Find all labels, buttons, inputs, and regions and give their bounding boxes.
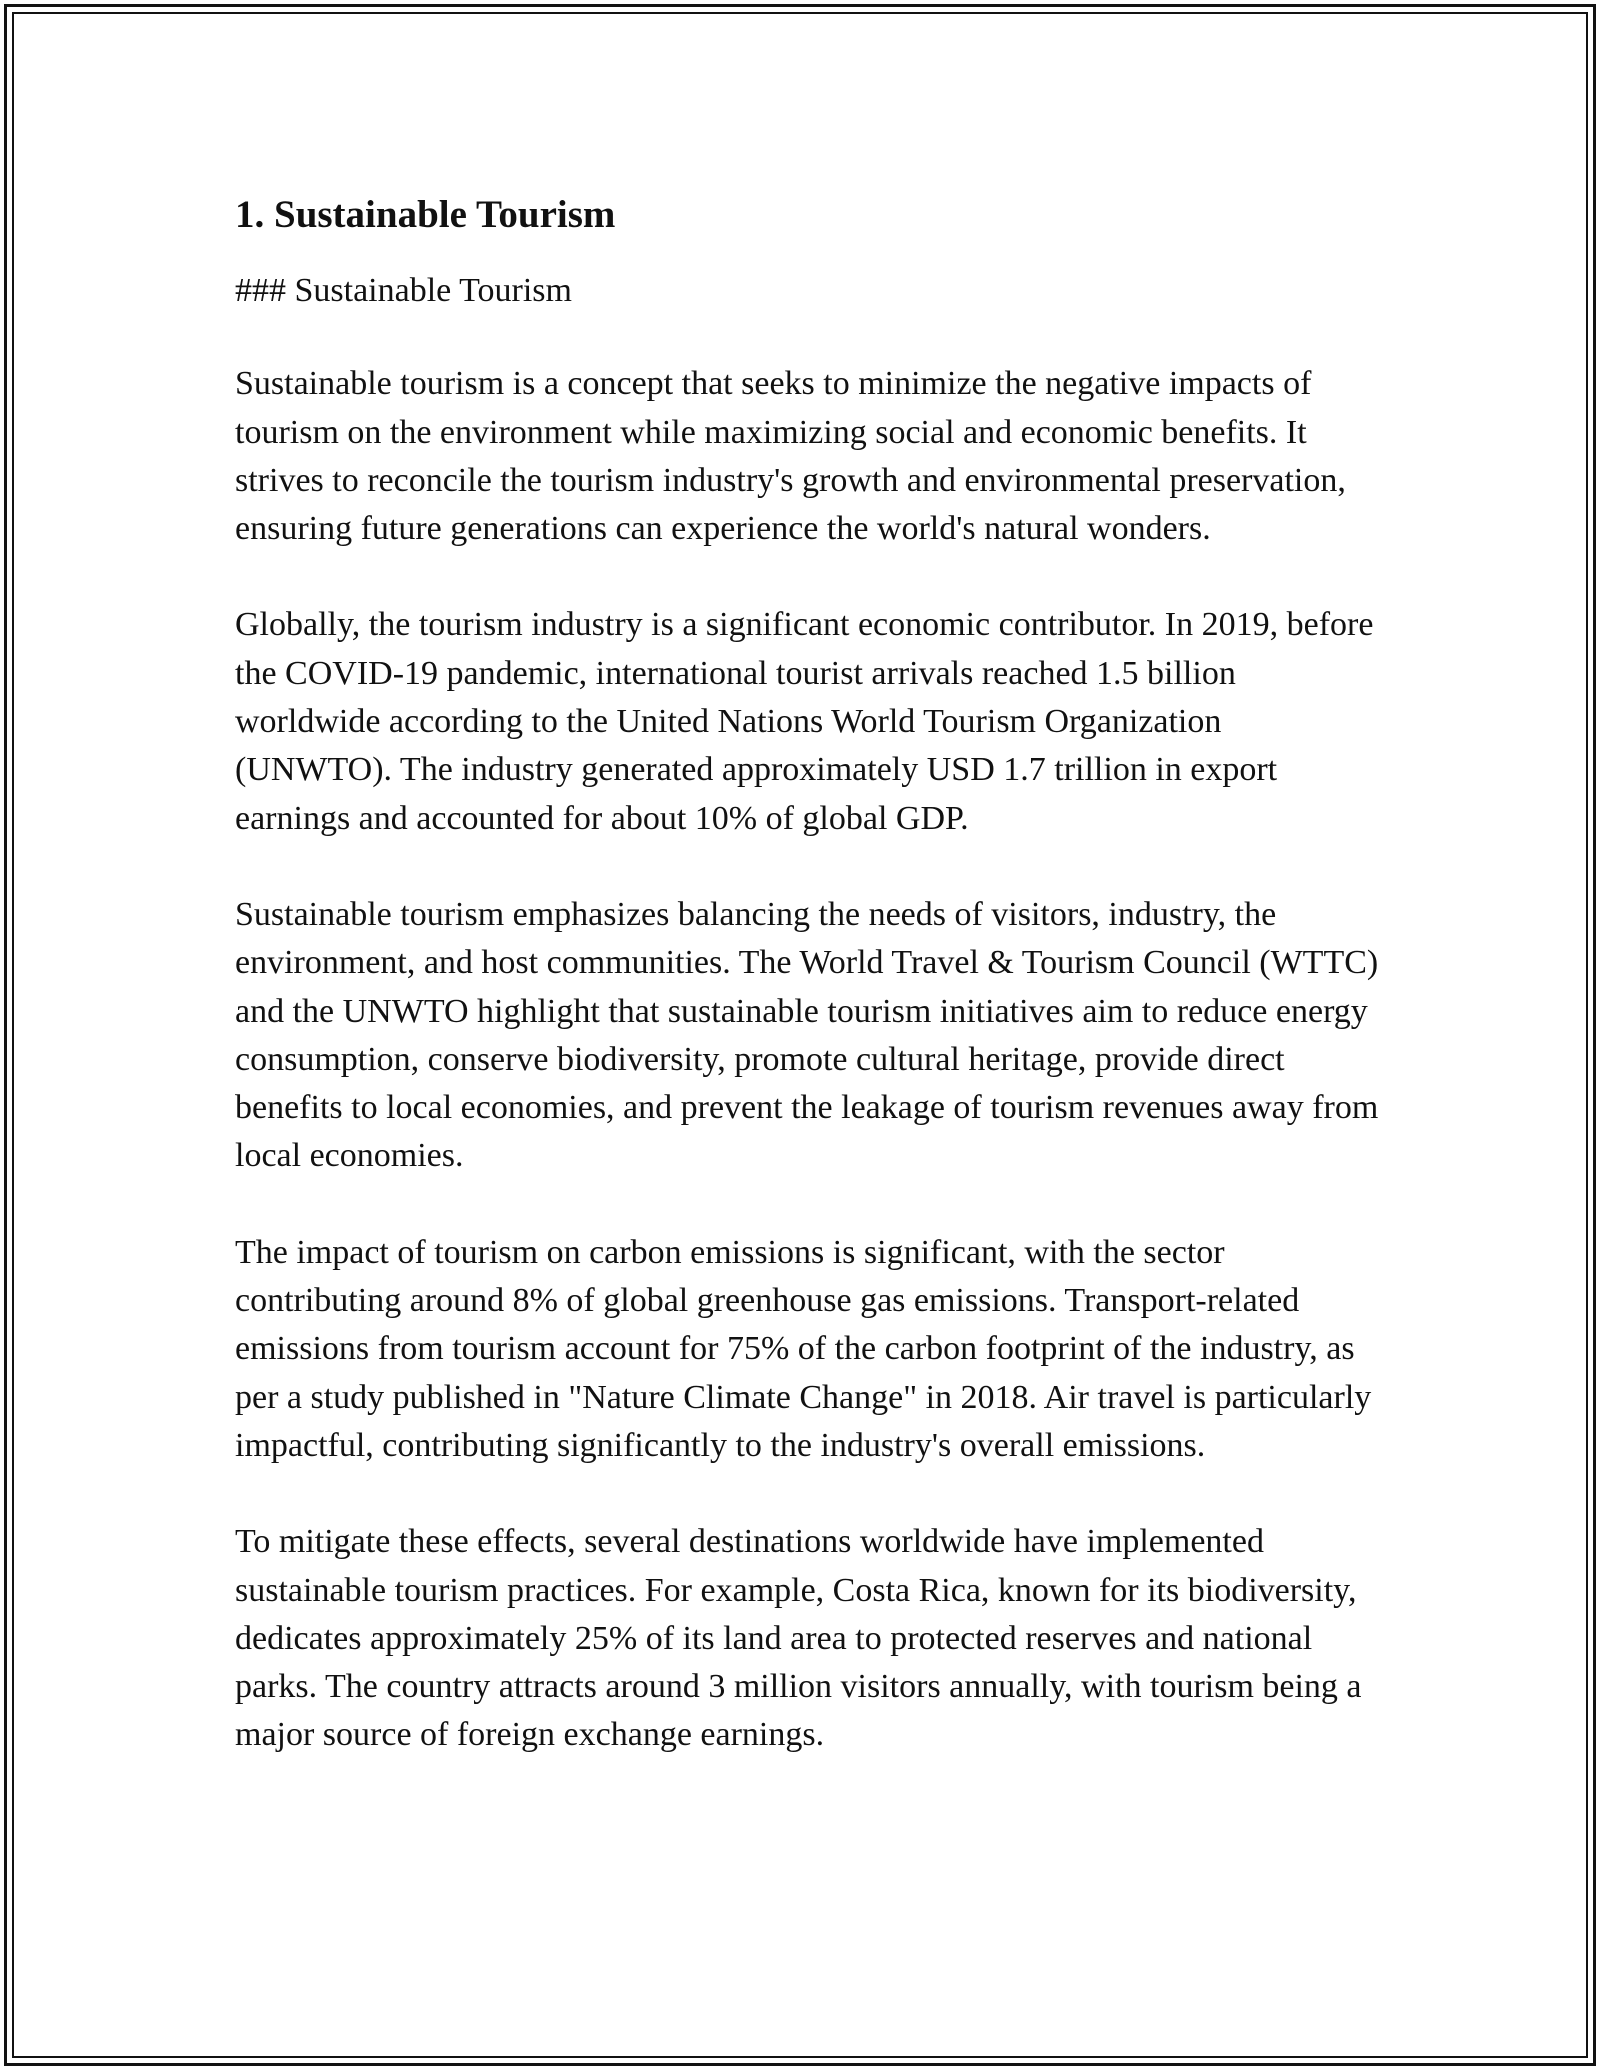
paragraph-carbon-emissions: The impact of tourism on carbon emissions is significant, with the sector contributing around 8% of global greenhouse gas emissions. Transport-related emissions from tourism account for 75% of the carbon footprint of the industry, as per a study published in "Nature Climate Change" in 2018. Air travel is particularly impactful, contributing significantly to the industry's overall emissions.: [235, 1233, 1372, 1464]
paragraph-economic-contribution: Globally, the tourism industry is a significant economic contributor. In 2019, before the COVID-19 pandemic, international tourist arrivals reached 1.5 billion worldwide according to the United Nations World Tourism Organization (UNWTO). The industry generated approximately USD 1.7 trillion in export earnings and accounted for about 10% of global GDP.: [235, 606, 1374, 837]
document-body: [235, 180, 1385, 1760]
section-title: 1. Sustainable Tourism: [235, 193, 616, 236]
paragraph-balancing-needs: Sustainable tourism emphasizes balancing the needs of visitors, industry, the environment, and host communities. The World Travel & Tourism Council (WTTC) and the UNWTO highlight that sustainable tourism initiatives aim to reduce energy consumption, conserve biodiversity, promote cultural heritage, provide direct benefits to local economies, and prevent the leakage of tourism revenues away from local economies.: [235, 895, 1379, 1175]
paragraph-mitigation-examples: To mitigate these effects, several destinations worldwide have implemented sustainable tourism practices. For example, Costa Rica, known for its biodiversity, dedicates approximately 25% of its land area to protected reserves and national parks. The country attracts around 3 million visitors annually, with tourism being a major source of foreign exchange earnings.: [235, 1523, 1362, 1754]
paragraph-intro: Sustainable tourism is a concept that seeks to minimize the negative impacts of tourism on the environment while maximizing social and economic benefits. It strives to reconcile the tourism industry's growth and environmental preservation, ensuring future generations can experience the world's natural wonders.: [235, 365, 1346, 548]
raw-subheading: ### Sustainable Tourism: [235, 271, 572, 309]
